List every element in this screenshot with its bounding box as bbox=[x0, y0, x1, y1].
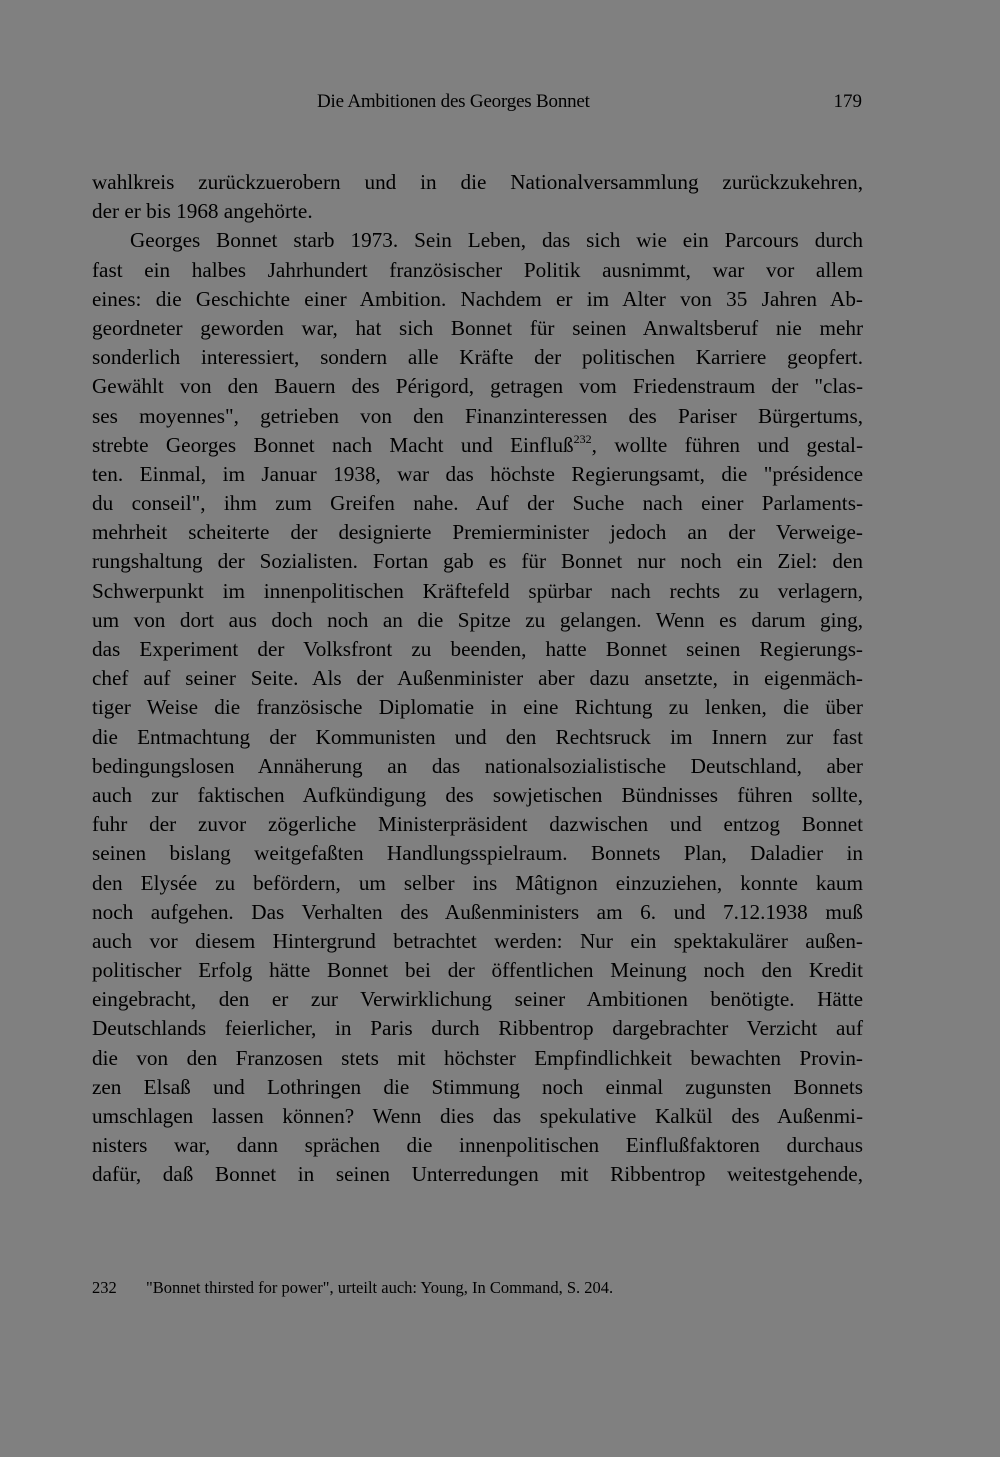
text-line: um von dort aus doch noch an die Spitze zu gelangen. Wenn es darum ging, bbox=[92, 607, 863, 632]
text-line: die Entmachtung der Kommunisten und den Rechtsruck im Innern zur fast bbox=[92, 724, 863, 749]
text-line: nisters war, dann sprächen die innenpolitischen Einflußfaktoren durchaus bbox=[92, 1133, 863, 1158]
footnote-reference[interactable]: 232 bbox=[573, 431, 592, 446]
text-line: der er bis 1968 angehörte. bbox=[92, 199, 313, 224]
text-line: mehrheit scheiterte der designierte Premierminister jedoch an der Verweige- bbox=[92, 520, 863, 545]
text-line: eines: die Geschichte einer Ambition. Nachdem er im Alter von 35 Jahren Ab- bbox=[92, 286, 863, 311]
text-line: das Experiment der Volksfront zu beenden, hatte Bonnet seinen Regierungs- bbox=[92, 637, 863, 661]
text-line-with-footnote bbox=[92, 431, 863, 460]
text-line: Schwerpunkt im innenpolitischen Kräftefeld spürbar nach rechts zu verlagern, bbox=[92, 578, 863, 603]
footnote-text: "Bonnet thirsted for power", urteilt auch: Young, In Command, S. 204. bbox=[146, 1278, 614, 1297]
text-line: Georges Bonnet starb 1973. Sein Leben, das sich wie ein Parcours durch bbox=[130, 228, 863, 253]
text-line: sonderlich interessiert, sondern alle Kräfte der politischen Karriere geopfert. bbox=[92, 345, 863, 370]
text-line: umschlagen lassen können? Wenn dies das spekulative Kalkül des Außenmi- bbox=[92, 1104, 863, 1128]
footnote-number: 232 bbox=[92, 1278, 117, 1297]
text-segment: , wollte führen und gestal- bbox=[591, 432, 863, 457]
text-line: rungshaltung der Sozialisten. Fortan gab es für Bonnet nur noch ein Ziel: den bbox=[92, 549, 863, 574]
running-head bbox=[92, 88, 862, 116]
text-line: den Elysée zu befördern, um selber ins Mâtignon einzuziehen, konnte kaum bbox=[92, 870, 863, 895]
text-line: fast ein halbes Jahrhundert französischer Politik ausnimmt, war vor allem bbox=[92, 257, 863, 282]
text-line: Deutschlands feierlicher, in Paris durch Ribbentrop dargebrachter Verzicht auf bbox=[92, 1016, 863, 1041]
running-head-title: Die Ambitionen des Georges Bonnet bbox=[317, 91, 590, 112]
text-line: tiger Weise die französische Diplomatie in eine Richtung zu lenken, die über bbox=[92, 695, 863, 720]
text-line: chef auf seiner Seite. Als der Außenminister aber dazu ansetzte, in eigenmäch- bbox=[92, 666, 863, 691]
text-line: wahlkreis zurückzuerobern und in die Nationalversammlung zurückzukehren, bbox=[92, 170, 863, 194]
text-line: auch zur faktischen Aufkündigung des sowjetischen Bündnisses führen sollte, bbox=[92, 782, 863, 807]
main-text bbox=[92, 168, 863, 1190]
text-segment: strebte Georges Bonnet nach Macht und Einfluß bbox=[92, 432, 574, 457]
text-line: du conseil", ihm zum Greifen nahe. Auf der Suche nach einer Parlaments- bbox=[92, 491, 863, 516]
text-line: dafür, daß Bonnet in seinen Unterredungen mit Ribbentrop weitestgehende, bbox=[92, 1162, 863, 1187]
text-line: ten. Einmal, im Januar 1938, war das höchste Regierungsamt, die "présidence bbox=[92, 461, 863, 486]
text-line: fuhr der zuvor zögerliche Ministerpräsident dazwischen und entzog Bonnet bbox=[92, 812, 863, 837]
page-number: 179 bbox=[833, 91, 862, 112]
footnote bbox=[92, 1276, 863, 1300]
text-line: Gewählt von den Bauern des Périgord, getragen vom Friedenstraum der "clas- bbox=[92, 374, 863, 399]
text-line: politischer Erfolg hätte Bonnet bei der öffentlichen Meinung noch den Kredit bbox=[92, 958, 863, 983]
text-line: geordneter geworden war, hat sich Bonnet für seinen Anwaltsberuf nie mehr bbox=[92, 315, 863, 340]
text-line: die von den Franzosen stets mit höchster Empfindlichkeit bewachten Provin- bbox=[92, 1045, 863, 1070]
text-line: auch vor diesem Hintergrund betrachtet werden: Nur ein spektakulärer außen- bbox=[92, 928, 863, 953]
text-line: zen Elsaß und Lothringen die Stimmung noch einmal zugunsten Bonnets bbox=[92, 1074, 863, 1099]
text-line: ses moyennes", getrieben von den Finanzinteressen des Pariser Bürgertums, bbox=[92, 403, 863, 428]
text-line: bedingungslosen Annäherung an das nationalsozialistische Deutschland, aber bbox=[92, 753, 863, 778]
text-line: eingebracht, den er zur Verwirklichung seiner Ambitionen benötigte. Hätte bbox=[92, 987, 863, 1012]
text-line: seinen bislang weitgefaßten Handlungsspielraum. Bonnets Plan, Daladier in bbox=[92, 841, 863, 866]
text-line: noch aufgehen. Das Verhalten des Außenministers am 6. und 7.12.1938 muß bbox=[92, 899, 863, 924]
